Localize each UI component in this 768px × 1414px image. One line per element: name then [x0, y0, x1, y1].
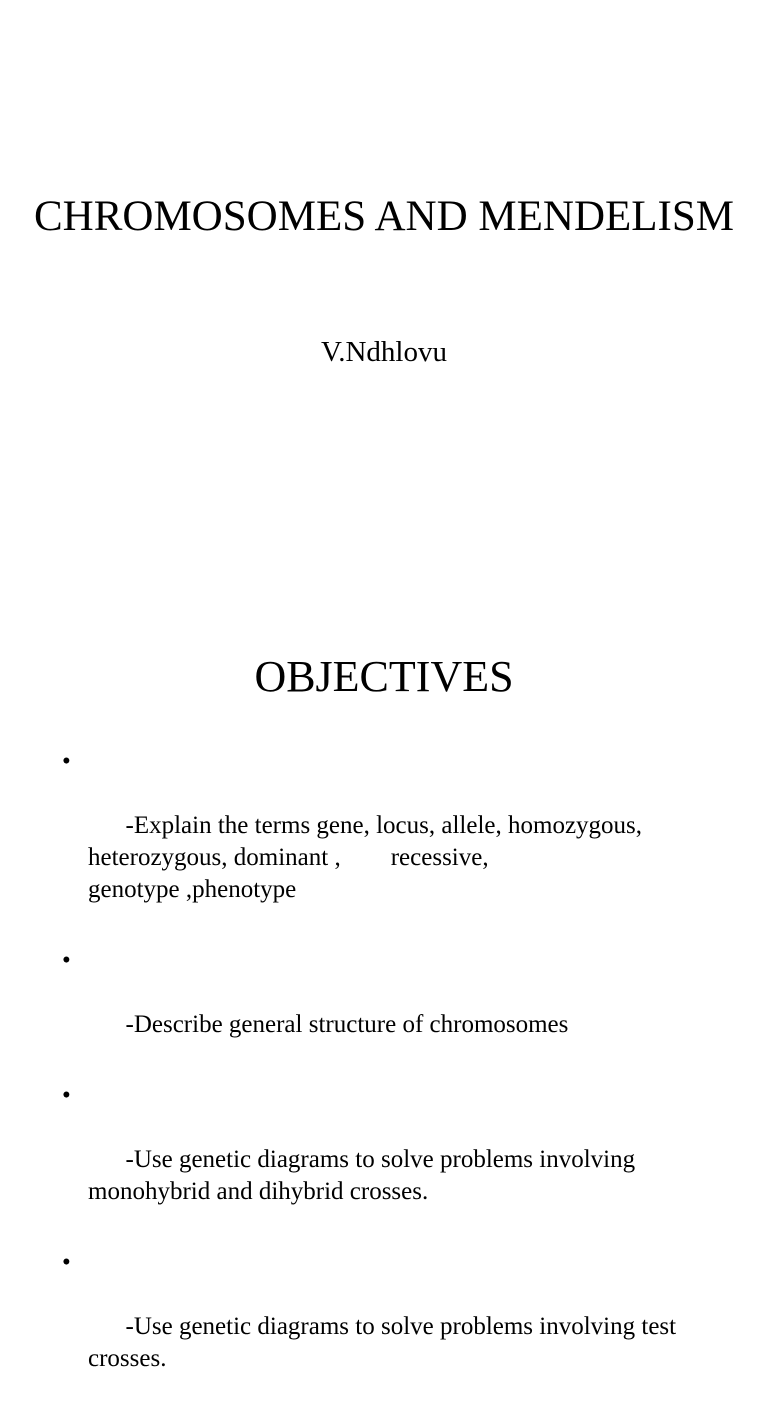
bullet-icon: • [62, 748, 71, 775]
list-item-text: -Explain the terms gene, locus, allele, homozygous, heterozygous, dominant , recessive, genotype ,phenotype [88, 812, 643, 903]
title-slide [0, 0, 768, 576]
bullet-icon: • [62, 1082, 71, 1109]
bullet-icon: • [62, 1249, 71, 1276]
objectives-list [62, 746, 702, 1414]
bullet-icon: • [62, 947, 71, 974]
list-item-text: -Use genetic diagrams to solve problems involving test crosses. [88, 1313, 677, 1372]
list-item [62, 1080, 702, 1240]
list-item-text: -Use genetic diagrams to solve problems involving monohybrid and dihybrid crosses. [88, 1146, 636, 1205]
slide-title: CHROMOSOMES AND MENDELISM [33, 193, 735, 240]
author-name: V.Ndhlovu [321, 336, 447, 368]
objectives-slide [0, 576, 768, 1372]
list-item [62, 945, 702, 1073]
slide-title: OBJECTIVES [254, 652, 514, 701]
list-item-text: -Describe general structure of chromosomes [125, 1011, 569, 1038]
list-item [62, 746, 702, 938]
list-item [62, 1247, 702, 1407]
